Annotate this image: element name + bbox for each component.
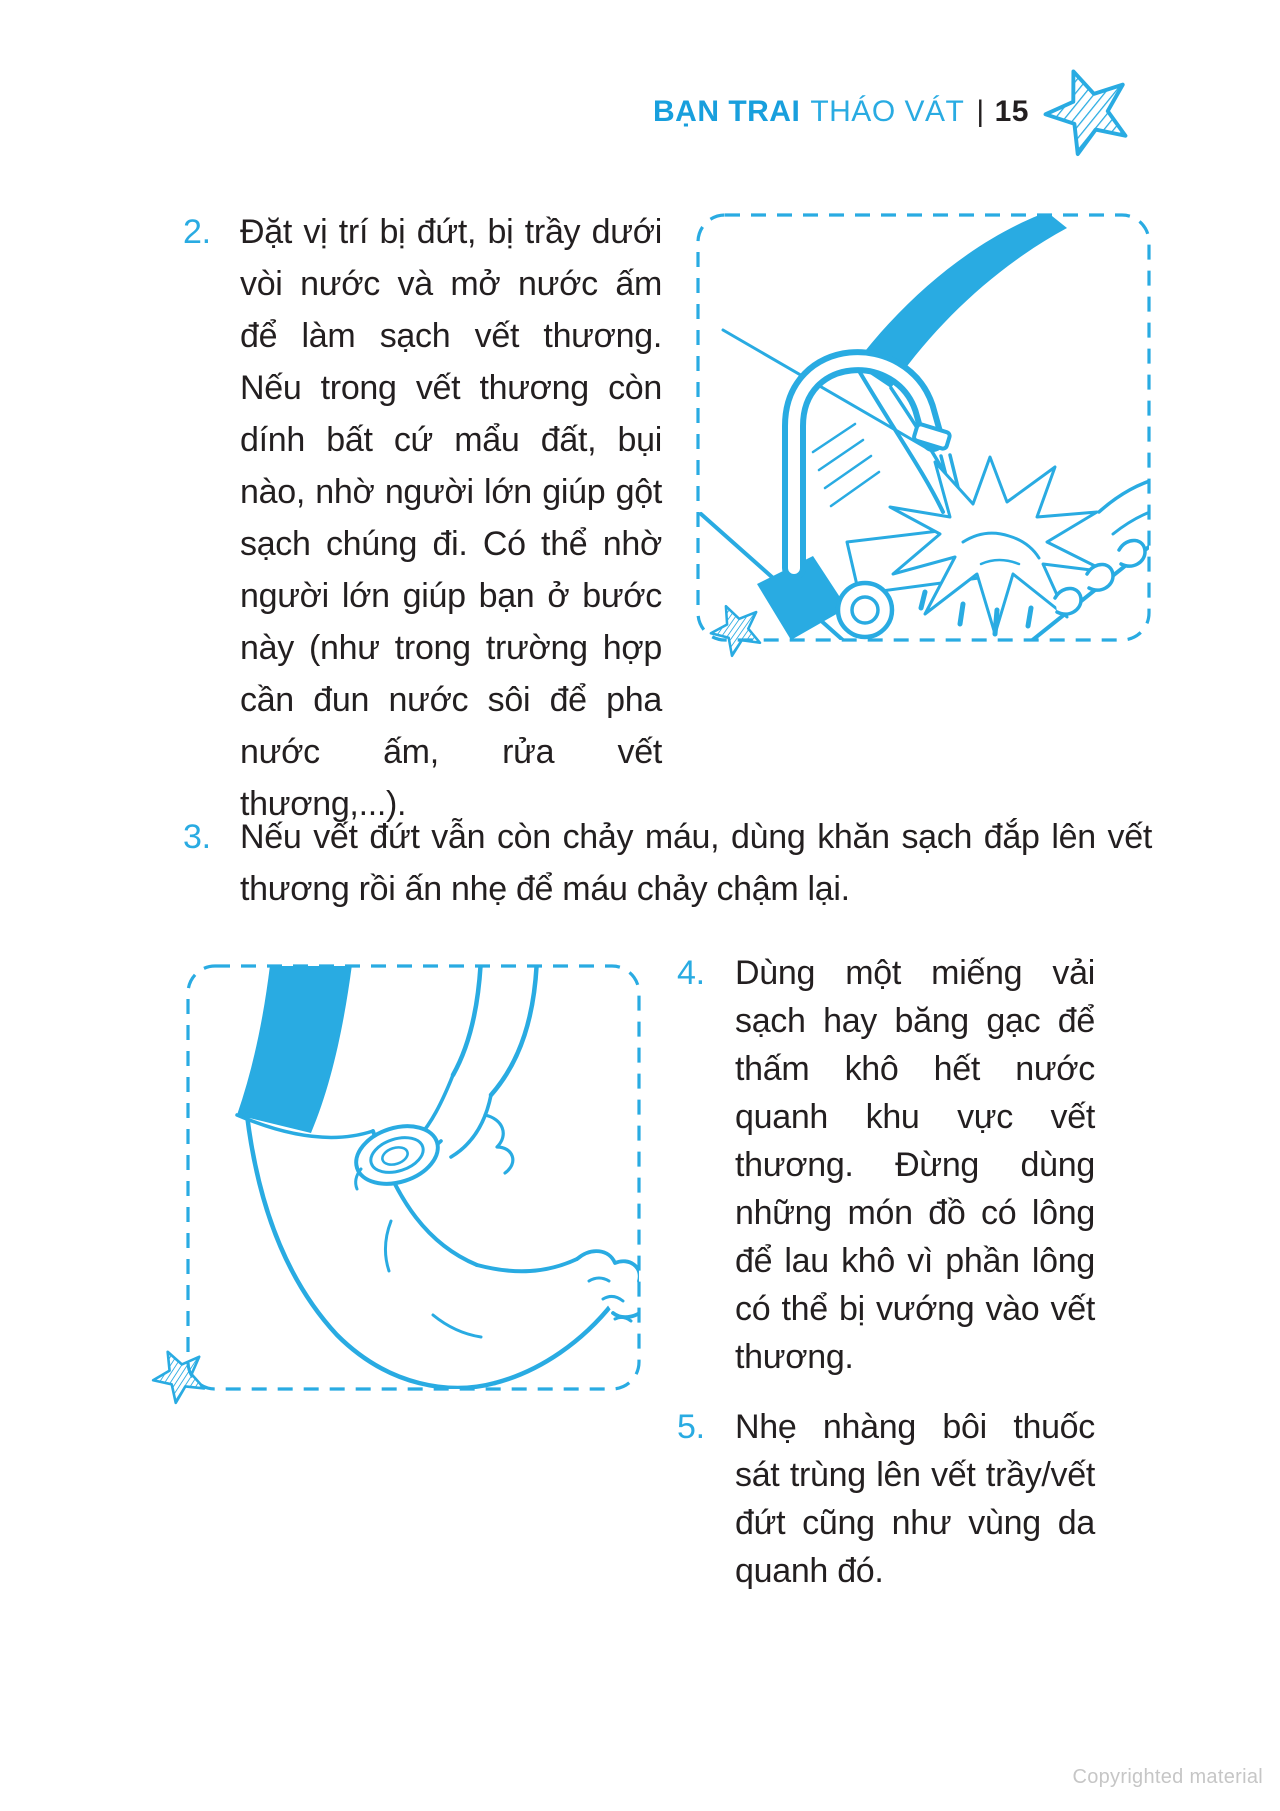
step-text: Dùng một miếng vải sạch hay băng gạc để thấm khô hết nước quanh khu vực vết thương. Đừng dùng những món đồ có lông để lau khô vì phần lông có thể bị vướng vào vết thương. [735, 954, 1095, 1376]
header-separator: | [976, 95, 985, 128]
sketch-star-icon [150, 1345, 210, 1407]
step-number: 3. [183, 818, 211, 856]
step-number: 4. [677, 954, 705, 992]
step-item-5 [677, 1403, 1095, 1595]
step-number: 2. [183, 213, 211, 251]
step-item-4 [677, 949, 1095, 1381]
sketch-star-icon [1041, 62, 1137, 162]
step-number: 5. [677, 1408, 705, 1446]
header-title-light: THÁO VÁT [810, 95, 965, 128]
steps-4-5-column [677, 949, 1095, 1595]
step-item-2 [183, 206, 1152, 830]
step-text: Nhẹ nhàng bôi thuốc sát trùng lên vết trầy/vết đứt cũng như vùng da quanh đó. [735, 1408, 1095, 1590]
step-item-3 [183, 811, 1152, 915]
figure-washing-wound [662, 206, 1152, 740]
step-text: Nếu vết đứt vẫn còn chảy máu, dùng khăn sạch đắp lên vết thương rồi ấn nhẹ để máu chảy chậm lại. [240, 818, 1152, 908]
sketch-star-icon [708, 600, 766, 660]
illustration-drying-arm-with-gauze [185, 963, 642, 1392]
copyright-notice: Copyrighted material [1072, 1766, 1263, 1788]
page-header [653, 62, 1137, 162]
step-text: Đặt vị trí bị đứt, bị trầy dưới vòi nước và mở nước ấm để làm sạch vết thương. Nếu trong vết thương còn dính bất cứ mẩu đất, bụi nào, nhờ người lớn giúp gột sạch chúng đi. Có thể nhờ người lớn giúp bạn ở bước này (như trong trường hợp cần đun nước sôi để pha nước ấm, rửa vết thương,...). [240, 213, 662, 823]
page-number: 15 [994, 95, 1029, 128]
header-title-bold: BẠN TRAI [652, 95, 801, 128]
illustration-washing-wound-under-faucet [695, 212, 1152, 643]
